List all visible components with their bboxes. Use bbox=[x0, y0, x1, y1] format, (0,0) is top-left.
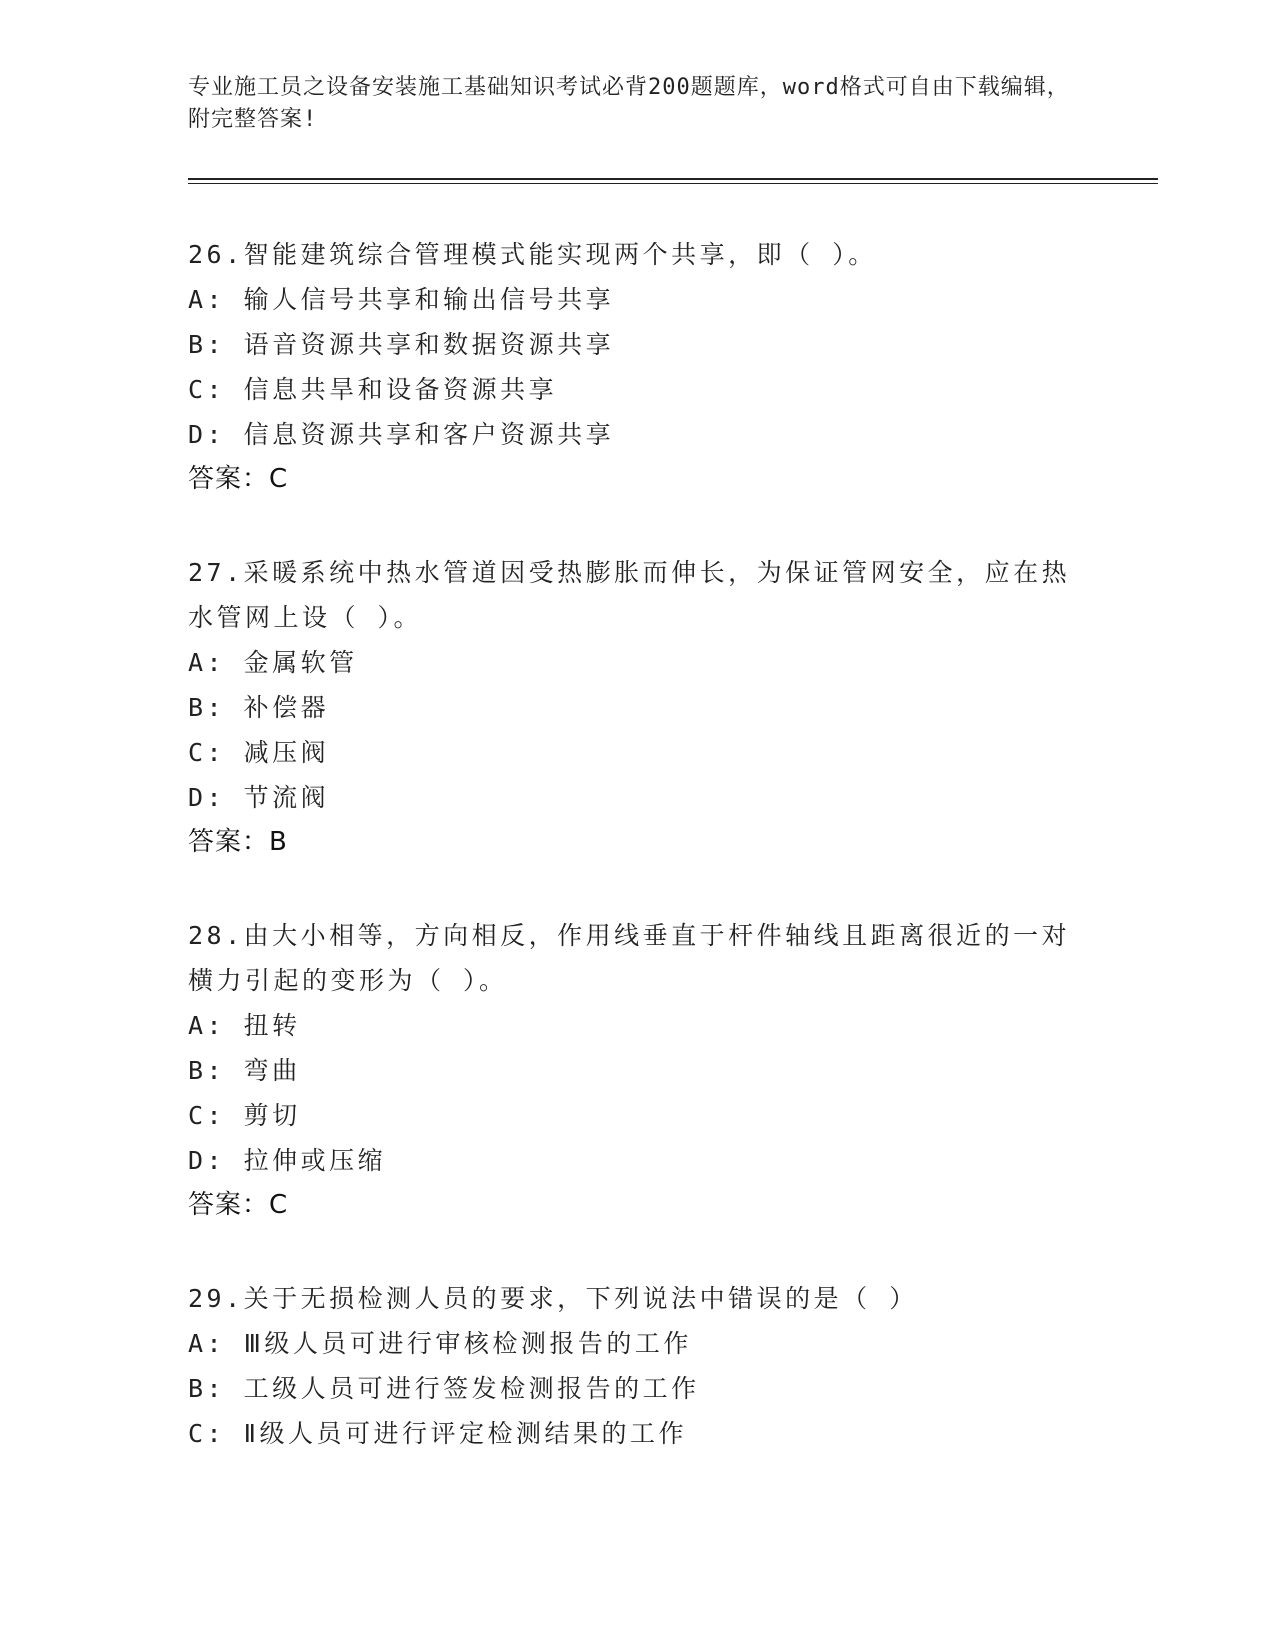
question-28 bbox=[188, 913, 1088, 1228]
option-a: A: 输人信号共享和输出信号共享 bbox=[188, 285, 615, 314]
answer-line: 答案：C bbox=[188, 1190, 289, 1220]
document-header: 专业施工员之设备安装施工基础知识考试必背200题题库，word格式可自由下载编辑，附完整答案! bbox=[188, 75, 1070, 132]
question-26 bbox=[188, 232, 1088, 502]
option-b: B: 补偿器 bbox=[188, 693, 330, 722]
question-29 bbox=[188, 1276, 1088, 1456]
question-list bbox=[188, 232, 1088, 1504]
header-divider-thick bbox=[188, 178, 1158, 180]
option-b: B: 语音资源共享和数据资源共享 bbox=[188, 330, 615, 359]
option-d: D: 信息资源共享和客户资源共享 bbox=[188, 420, 615, 449]
answer-line: 答案：B bbox=[188, 827, 288, 857]
header-divider-thin bbox=[188, 183, 1158, 184]
option-c: C: 减压阀 bbox=[188, 738, 330, 767]
question-stem: 29.关于无损检测人员的要求，下列说法中错误的是（ ） bbox=[188, 1284, 918, 1313]
option-c: C: Ⅱ级人员可进行评定检测结果的工作 bbox=[188, 1419, 687, 1448]
question-stem: 28.由大小相等，方向相反，作用线垂直于杆件轴线且距离很近的一对横力引起的变形为（ ）。 bbox=[188, 921, 1071, 995]
question-27 bbox=[188, 550, 1088, 865]
answer-line: 答案：C bbox=[188, 464, 289, 494]
option-c: C: 信息共旱和设备资源共享 bbox=[188, 375, 558, 404]
option-a: A: Ⅲ级人员可进行审核检测报告的工作 bbox=[188, 1329, 692, 1358]
question-stem: 26.智能建筑综合管理模式能实现两个共享，即（ ）。 bbox=[188, 240, 877, 269]
option-d: D: 节流阀 bbox=[188, 783, 330, 812]
option-d: D: 拉伸或压缩 bbox=[188, 1146, 387, 1175]
option-a: A: 扭转 bbox=[188, 1011, 301, 1040]
option-b: B: 工级人员可进行签发检测报告的工作 bbox=[188, 1374, 700, 1403]
option-a: A: 金属软管 bbox=[188, 648, 358, 677]
option-b: B: 弯曲 bbox=[188, 1056, 301, 1085]
option-c: C: 剪切 bbox=[188, 1101, 301, 1130]
question-stem: 27.采暖系统中热水管道因受热膨胀而伸长，为保证管网安全，应在热水管网上设（ ）。 bbox=[188, 558, 1071, 632]
